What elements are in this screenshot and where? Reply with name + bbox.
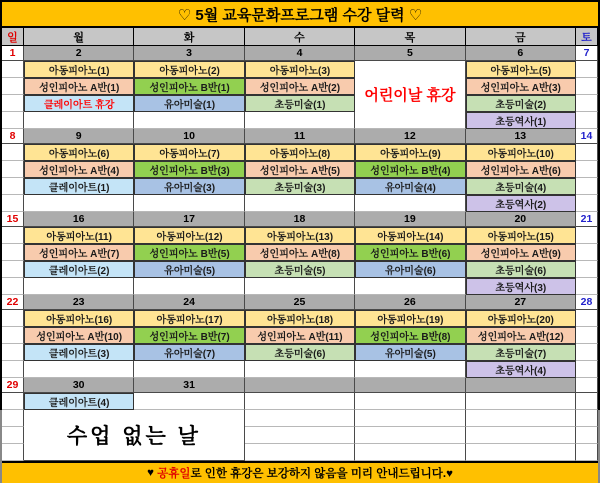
- saturday-date: 21: [576, 212, 598, 227]
- program-entry: 아동피아노(5): [466, 61, 576, 78]
- program-entry: 초등역사(4): [466, 361, 576, 378]
- program-entry: 클레이아트(2): [24, 261, 134, 278]
- empty-cell: [576, 327, 598, 344]
- program-entry: 아동피아노(1): [24, 61, 134, 78]
- empty-cell: [576, 278, 598, 295]
- empty-cell: [576, 393, 598, 410]
- no-class-note: 수업 없는 날: [24, 410, 245, 461]
- program-entry: 아동피아노(12): [134, 227, 244, 244]
- date-cell: [245, 378, 355, 393]
- weekday-label-7: 토: [576, 28, 598, 45]
- program-entry: 유아미술(3): [134, 178, 244, 195]
- date-cell: 5: [355, 46, 465, 61]
- empty-cell: [576, 178, 598, 195]
- empty-cell: [2, 361, 24, 378]
- empty-cell: [576, 78, 598, 95]
- empty-cell: [355, 195, 465, 212]
- sunday-date: 15: [2, 212, 24, 227]
- empty-cell: [2, 444, 24, 461]
- program-entry: 아동피아노(8): [245, 144, 355, 161]
- empty-cell: [2, 195, 24, 212]
- program-entry: 성인피아노 B반(6): [355, 244, 465, 261]
- weekday-label-2: 월: [24, 28, 134, 45]
- empty-cell: [2, 178, 24, 195]
- date-cell: 12: [355, 129, 465, 144]
- sunday-date: 22: [2, 295, 24, 310]
- empty-cell: [355, 427, 465, 444]
- program-entry: 성인피아노 A반(11): [245, 327, 355, 344]
- week-row-1: [2, 46, 598, 129]
- empty-cell: [134, 112, 244, 129]
- empty-cell: [2, 344, 24, 361]
- empty-cell: [576, 95, 598, 112]
- empty-cell: [355, 444, 465, 461]
- program-entry: 아동피아노(14): [355, 227, 465, 244]
- date-cell: 4: [245, 46, 355, 61]
- program-entry: 성인피아노 A반(12): [466, 327, 576, 344]
- program-entry: 초등미술(1): [245, 95, 355, 112]
- weekday-label-6: 금: [466, 28, 576, 45]
- program-entry: 클레이아트(3): [24, 344, 134, 361]
- footer-highlight-text: 공휴일: [157, 468, 191, 480]
- program-entry: 성인피아노 A반(2): [245, 78, 355, 95]
- empty-cell: [2, 227, 24, 244]
- empty-cell: [245, 444, 355, 461]
- program-entry: 초등미술(2): [466, 95, 576, 112]
- date-cell: 17: [134, 212, 244, 227]
- weekday-label-5: 목: [355, 28, 465, 45]
- date-cell: 13: [466, 129, 576, 144]
- program-entry: 초등미술(3): [245, 178, 355, 195]
- program-entry: 아동피아노(17): [134, 310, 244, 327]
- program-entry: 유아미술(5): [355, 344, 465, 361]
- empty-cell: [466, 444, 576, 461]
- empty-cell: [24, 195, 134, 212]
- program-entry: 아동피아노(20): [466, 310, 576, 327]
- date-cell: [466, 378, 576, 393]
- program-entry: 초등역사(3): [466, 278, 576, 295]
- date-cell: 24: [134, 295, 244, 310]
- empty-cell: [134, 195, 244, 212]
- empty-cell: [2, 78, 24, 95]
- program-entry: 초등미술(7): [466, 344, 576, 361]
- program-entry: 아동피아노(10): [466, 144, 576, 161]
- program-entry: 성인피아노 A반(6): [466, 161, 576, 178]
- date-cell: 30: [24, 378, 134, 393]
- empty-cell: [245, 410, 355, 427]
- empty-cell: [576, 227, 598, 244]
- empty-cell: [576, 261, 598, 278]
- date-cell: 18: [245, 212, 355, 227]
- date-cell: 9: [24, 129, 134, 144]
- program-entry: 성인피아노 A반(4): [24, 161, 134, 178]
- program-entry: 성인피아노 B반(8): [355, 327, 465, 344]
- empty-cell: [24, 112, 134, 129]
- weekday-label-1: 일: [2, 28, 24, 45]
- program-entry: 유아미술(1): [134, 95, 244, 112]
- week-row-3: [2, 212, 598, 295]
- empty-cell: [576, 161, 598, 178]
- date-cell: 27: [466, 295, 576, 310]
- program-entry: 유아미술(7): [134, 344, 244, 361]
- empty-cell: [466, 427, 576, 444]
- empty-cell: [2, 244, 24, 261]
- empty-cell: [24, 361, 134, 378]
- program-entry: 초등미술(6): [245, 344, 355, 361]
- empty-cell: [245, 393, 355, 410]
- program-entry: 아동피아노(15): [466, 227, 576, 244]
- date-cell: 20: [466, 212, 576, 227]
- date-cell: 26: [355, 295, 465, 310]
- empty-cell: [466, 393, 576, 410]
- empty-cell: [2, 393, 24, 410]
- empty-cell: [576, 410, 598, 427]
- empty-cell: [2, 161, 24, 178]
- program-entry: 유아미술(4): [355, 178, 465, 195]
- program-entry: 아동피아노(16): [24, 310, 134, 327]
- holiday-note: 어린이날 휴강: [355, 61, 465, 129]
- program-entry: 아동피아노(19): [355, 310, 465, 327]
- empty-cell: [24, 278, 134, 295]
- program-entry: 유아미술(5): [134, 261, 244, 278]
- empty-cell: [576, 112, 598, 129]
- empty-cell: [576, 310, 598, 327]
- empty-cell: [2, 427, 24, 444]
- program-entry: 초등미술(5): [245, 261, 355, 278]
- footer-note: [2, 461, 598, 483]
- program-entry: 초등역사(2): [466, 195, 576, 212]
- program-entry: 아동피아노(11): [24, 227, 134, 244]
- saturday-date: 7: [576, 46, 598, 61]
- empty-cell: [245, 112, 355, 129]
- program-entry: 성인피아노 A반(5): [245, 161, 355, 178]
- sunday-date: 8: [2, 129, 24, 144]
- weekday-label-4: 수: [245, 28, 355, 45]
- program-entry: 성인피아노 B반(7): [134, 327, 244, 344]
- program-entry: 성인피아노 B반(1): [134, 78, 244, 95]
- program-entry: 아동피아노(13): [245, 227, 355, 244]
- empty-cell: [355, 393, 465, 410]
- program-entry: 아동피아노(7): [134, 144, 244, 161]
- empty-cell: [2, 61, 24, 78]
- empty-cell: [355, 410, 465, 427]
- footer-rest-text: 로 인한 휴강은 보강하지 않음을 미리 안내드립니다.♥: [190, 468, 453, 480]
- empty-cell: [2, 112, 24, 129]
- empty-cell: [576, 244, 598, 261]
- empty-cell: [245, 278, 355, 295]
- empty-cell: [2, 278, 24, 295]
- date-cell: 6: [466, 46, 576, 61]
- empty-cell: [466, 410, 576, 427]
- program-entry: 클레이아트 휴강: [24, 95, 134, 112]
- program-entry: 아동피아노(6): [24, 144, 134, 161]
- program-entry: 성인피아노 A반(1): [24, 78, 134, 95]
- empty-cell: [576, 361, 598, 378]
- empty-cell: [245, 361, 355, 378]
- weekday-label-3: 화: [134, 28, 244, 45]
- empty-cell: [2, 144, 24, 161]
- saturday-date: [576, 378, 598, 393]
- week-row-2: [2, 129, 598, 212]
- program-entry: 클레이아트(4): [24, 393, 134, 410]
- saturday-date: 28: [576, 295, 598, 310]
- program-entry: 아동피아노(18): [245, 310, 355, 327]
- program-entry: 성인피아노 B반(4): [355, 161, 465, 178]
- empty-cell: [245, 195, 355, 212]
- program-entry: 성인피아노 B반(3): [134, 161, 244, 178]
- empty-cell: [576, 444, 598, 461]
- empty-cell: [576, 427, 598, 444]
- program-entry: 유아미술(6): [355, 261, 465, 278]
- program-entry: 성인피아노 B반(5): [134, 244, 244, 261]
- date-cell: 19: [355, 212, 465, 227]
- program-entry: 아동피아노(3): [245, 61, 355, 78]
- program-entry: 클레이아트(1): [24, 178, 134, 195]
- date-cell: 2: [24, 46, 134, 61]
- weekday-header: [2, 28, 598, 46]
- empty-cell: [355, 278, 465, 295]
- date-cell: 10: [134, 129, 244, 144]
- footer-heart-prefix: ♥: [147, 467, 158, 479]
- sunday-date: 29: [2, 378, 24, 393]
- program-entry: 성인피아노 A반(7): [24, 244, 134, 261]
- date-cell: [355, 378, 465, 393]
- program-entry: 초등역사(1): [466, 112, 576, 129]
- program-entry: 초등미술(4): [466, 178, 576, 195]
- program-entry: 성인피아노 A반(10): [24, 327, 134, 344]
- week-row-4: [2, 295, 598, 378]
- date-cell: 25: [245, 295, 355, 310]
- date-cell: 16: [24, 212, 134, 227]
- calendar-grid: [2, 46, 598, 461]
- empty-cell: [134, 393, 244, 410]
- date-cell: 31: [134, 378, 244, 393]
- empty-cell: [2, 327, 24, 344]
- empty-cell: [2, 95, 24, 112]
- empty-cell: [576, 195, 598, 212]
- empty-cell: [576, 344, 598, 361]
- date-cell: 3: [134, 46, 244, 61]
- empty-cell: [134, 278, 244, 295]
- empty-cell: [2, 261, 24, 278]
- empty-cell: [576, 144, 598, 161]
- sunday-date: 1: [2, 46, 24, 61]
- program-entry: 아동피아노(9): [355, 144, 465, 161]
- date-cell: 11: [245, 129, 355, 144]
- program-entry: 성인피아노 A반(9): [466, 244, 576, 261]
- week-row-5: [2, 378, 598, 461]
- empty-cell: [355, 361, 465, 378]
- date-cell: 23: [24, 295, 134, 310]
- program-entry: 성인피아노 A반(8): [245, 244, 355, 261]
- saturday-date: 14: [576, 129, 598, 144]
- empty-cell: [2, 410, 24, 427]
- empty-cell: [134, 361, 244, 378]
- program-entry: 성인피아노 A반(3): [466, 78, 576, 95]
- empty-cell: [576, 61, 598, 78]
- calendar-title: ♡ 5월 교육문화프로그램 수강 달력 ♡: [2, 2, 598, 28]
- empty-cell: [245, 427, 355, 444]
- empty-cell: [2, 310, 24, 327]
- program-entry: 아동피아노(2): [134, 61, 244, 78]
- program-entry: 초등미술(6): [466, 261, 576, 278]
